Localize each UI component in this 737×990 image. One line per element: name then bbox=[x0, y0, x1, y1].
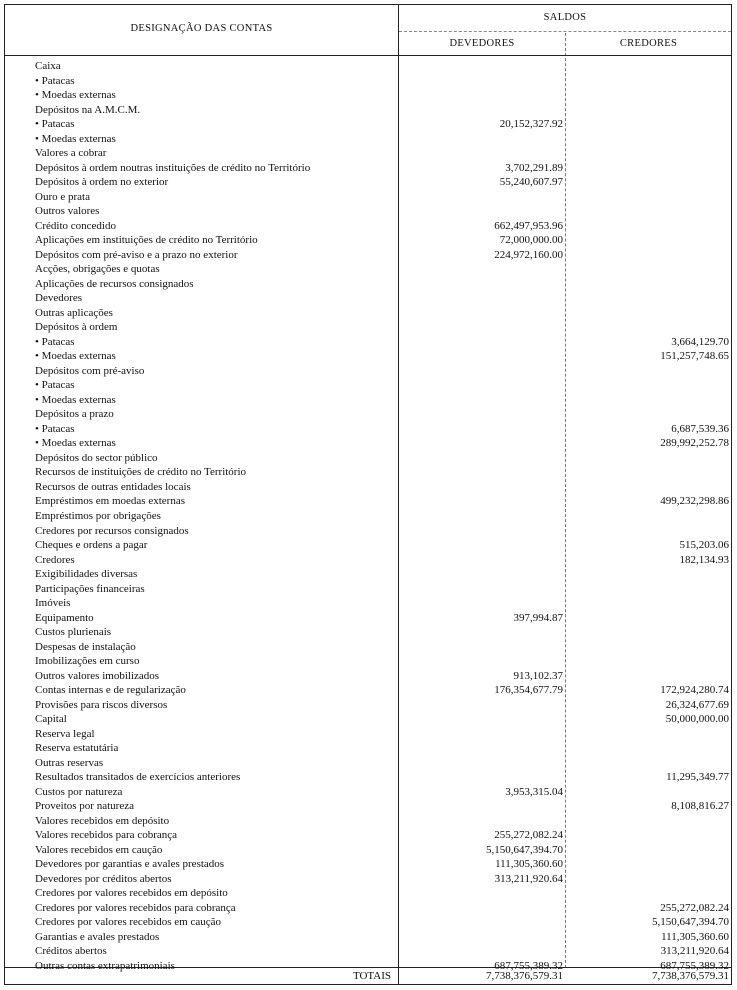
debit-value: 3,702,291.89 bbox=[505, 161, 563, 174]
credit-value: 50,000,000.00 bbox=[665, 713, 729, 726]
totals-row bbox=[5, 968, 731, 985]
table-row bbox=[5, 393, 731, 408]
account-label: Valores recebidos em caução bbox=[35, 843, 163, 856]
table-row bbox=[5, 886, 731, 901]
account-label: Valores recebidos para cobrança bbox=[35, 829, 178, 842]
account-label: Outras contas extrapatrimoniais bbox=[35, 959, 175, 972]
account-label: • Moedas externas bbox=[35, 393, 116, 406]
account-label: Credores por recursos consignados bbox=[35, 524, 189, 537]
header-designation: DESIGNAÇÃO DAS CONTAS bbox=[130, 23, 273, 34]
totals-label: TOTAIS bbox=[352, 970, 391, 982]
account-label: Cheques e ordens a pagar bbox=[35, 539, 148, 552]
account-label: • Moedas externas bbox=[35, 89, 116, 102]
debit-value: 55,240,607.97 bbox=[499, 176, 563, 189]
table-row bbox=[5, 538, 731, 553]
debit-value: 255,272,082.24 bbox=[494, 829, 563, 842]
account-label: Aplicações em instituições de crédito no Território bbox=[35, 234, 258, 247]
header-devedores: DEVEDORES bbox=[449, 38, 515, 49]
credit-value: 5,150,647,394.70 bbox=[652, 916, 729, 929]
debit-value: 72,000,000.00 bbox=[499, 234, 563, 247]
account-label: Garantias e avales prestados bbox=[35, 930, 160, 943]
credit-value: 111,305,360.60 bbox=[661, 930, 729, 943]
credit-value: 313,211,920.64 bbox=[660, 945, 729, 958]
table-row bbox=[5, 190, 731, 205]
table-row bbox=[5, 669, 731, 684]
table-row bbox=[5, 204, 731, 219]
table-row bbox=[5, 233, 731, 248]
table-row bbox=[5, 785, 731, 800]
table-row bbox=[5, 915, 731, 930]
account-label: Depósitos à ordem bbox=[35, 321, 118, 334]
table-row bbox=[5, 901, 731, 916]
account-label: Resultados transitados de exercícios anteriores bbox=[35, 771, 241, 784]
account-label: Outras reservas bbox=[35, 756, 104, 769]
account-label: • Patacas bbox=[35, 74, 75, 87]
table-row bbox=[5, 756, 731, 771]
account-label: • Patacas bbox=[35, 379, 75, 392]
account-label: Depósitos com pré-aviso bbox=[35, 364, 145, 377]
table-row bbox=[5, 306, 731, 321]
account-label: Depósitos com pré-aviso e a prazo no exterior bbox=[35, 248, 238, 261]
account-label: Valores a cobrar bbox=[35, 147, 107, 160]
debit-value: 397,994.87 bbox=[513, 611, 563, 624]
account-label: Recursos de outras entidades locais bbox=[35, 480, 191, 493]
totals-credit: 7,738,376,579.31 bbox=[652, 970, 729, 982]
table-row bbox=[5, 553, 731, 568]
credit-value: 515,203.06 bbox=[679, 539, 729, 552]
table-row bbox=[5, 59, 731, 74]
account-label: Empréstimos em moedas externas bbox=[35, 495, 185, 508]
debit-value: 662,497,953.96 bbox=[494, 219, 563, 232]
account-label: Reserva legal bbox=[35, 727, 95, 740]
account-label: Custos plurienais bbox=[35, 626, 112, 639]
account-label: • Patacas bbox=[35, 422, 75, 435]
credit-value: 289,992,252.78 bbox=[660, 437, 729, 450]
table-row bbox=[5, 494, 731, 509]
header-saldos: SALDOS bbox=[543, 12, 587, 23]
table-row bbox=[5, 422, 731, 437]
account-label: • Patacas bbox=[35, 335, 75, 348]
table-row bbox=[5, 712, 731, 727]
table-row bbox=[5, 451, 731, 466]
debit-value: 913,102.37 bbox=[513, 669, 563, 682]
table-row bbox=[5, 582, 731, 597]
table-row bbox=[5, 88, 731, 103]
credit-value: 6,687,539.36 bbox=[671, 422, 729, 435]
account-label: Credores por valores recebidos para cobrança bbox=[35, 901, 236, 914]
table-row bbox=[5, 103, 731, 118]
table-row bbox=[5, 378, 731, 393]
table-row bbox=[5, 828, 731, 843]
table-row bbox=[5, 436, 731, 451]
account-label: Capital bbox=[35, 713, 67, 726]
account-label: Credores bbox=[35, 553, 75, 566]
credit-value: 8,108,816.27 bbox=[671, 800, 729, 813]
account-label: Proveitos por natureza bbox=[35, 800, 134, 813]
table-row bbox=[5, 364, 731, 379]
account-label: Credores por valores recebidos em depósito bbox=[35, 887, 228, 900]
credit-value: 172,924,280.74 bbox=[660, 684, 729, 697]
table-row bbox=[5, 524, 731, 539]
header-credores: CREDORES bbox=[619, 38, 678, 49]
debit-value: 3,953,315.04 bbox=[505, 785, 563, 798]
table-row bbox=[5, 74, 731, 89]
account-label: • Moedas externas bbox=[35, 132, 116, 145]
credit-value: 687,755,389.32 bbox=[660, 959, 729, 972]
table-row bbox=[5, 654, 731, 669]
saldos-underline bbox=[399, 31, 731, 32]
table-row bbox=[5, 814, 731, 829]
account-label: Participações financeiras bbox=[35, 582, 145, 595]
debit-value: 687,755,389.32 bbox=[494, 959, 563, 972]
table-row bbox=[5, 872, 731, 887]
table-row bbox=[5, 930, 731, 945]
account-rows bbox=[5, 59, 731, 973]
account-label: Credores por valores recebidos em caução bbox=[35, 916, 222, 929]
table-row bbox=[5, 161, 731, 176]
debit-value: 5,150,647,394.70 bbox=[486, 843, 563, 856]
account-label: Créditos abertos bbox=[35, 945, 107, 958]
table-row bbox=[5, 611, 731, 626]
account-label: Imóveis bbox=[35, 597, 71, 610]
account-label: Caixa bbox=[35, 60, 61, 72]
account-label: Depósitos à ordem no exterior bbox=[35, 176, 169, 189]
credit-value: 26,324,677.69 bbox=[665, 698, 729, 711]
debit-value: 224,972,160.00 bbox=[494, 248, 563, 261]
credit-value: 182,134.93 bbox=[679, 553, 729, 566]
account-label: Devedores por créditos abertos bbox=[35, 872, 172, 885]
account-label: Empréstimos por obrigações bbox=[35, 509, 161, 522]
table-row bbox=[5, 596, 731, 611]
table-row bbox=[5, 509, 731, 524]
balance-table bbox=[4, 4, 732, 985]
debit-value: 111,305,360.60 bbox=[495, 858, 563, 871]
account-label: Exigibilidades diversas bbox=[35, 568, 138, 581]
table-row bbox=[5, 291, 731, 306]
account-label: Reserva estatutária bbox=[35, 742, 119, 755]
credit-value: 499,232,298.86 bbox=[660, 495, 729, 508]
table-row bbox=[5, 480, 731, 495]
account-label: Acções, obrigações e quotas bbox=[35, 263, 160, 276]
credit-value: 11,295,349.77 bbox=[666, 771, 729, 784]
account-label: Outras aplicações bbox=[35, 306, 113, 319]
table-row bbox=[5, 727, 731, 742]
table-row bbox=[5, 175, 731, 190]
account-label: Valores recebidos em depósito bbox=[35, 814, 170, 827]
credit-value: 3,664,129.70 bbox=[671, 335, 729, 348]
table-row bbox=[5, 320, 731, 335]
account-label: Ouro e prata bbox=[35, 190, 90, 203]
table-row bbox=[5, 567, 731, 582]
table-row bbox=[5, 146, 731, 161]
account-label: Depósitos a prazo bbox=[35, 408, 114, 421]
table-row bbox=[5, 335, 731, 350]
table-row bbox=[5, 857, 731, 872]
table-row bbox=[5, 465, 731, 480]
account-label: Contas internas e de regularização bbox=[35, 684, 186, 697]
table-row bbox=[5, 117, 731, 132]
account-label: Aplicações de recursos consignados bbox=[35, 277, 194, 290]
totals-debit: 7,738,376,579.31 bbox=[486, 970, 563, 982]
table-row bbox=[5, 625, 731, 640]
table-row bbox=[5, 944, 731, 959]
table-row bbox=[5, 770, 731, 785]
table-row bbox=[5, 277, 731, 292]
account-label: • Moedas externas bbox=[35, 350, 116, 363]
account-label: Devedores por garantias e avales prestados bbox=[35, 858, 225, 871]
debit-value: 20,152,327.92 bbox=[499, 118, 563, 131]
account-label: • Moedas externas bbox=[35, 437, 116, 450]
table-row bbox=[5, 262, 731, 277]
account-label: Crédito concedido bbox=[35, 219, 116, 232]
account-label: Custos por natureza bbox=[35, 785, 123, 798]
account-label: Depósitos na A.M.C.M. bbox=[35, 103, 141, 116]
account-label: Depósitos à ordem noutras instituições de crédito no Território bbox=[35, 161, 311, 174]
table-row bbox=[5, 407, 731, 422]
account-label: Outros valores imobilizados bbox=[35, 669, 160, 682]
table-row bbox=[5, 843, 731, 858]
table-row bbox=[5, 741, 731, 756]
account-label: • Patacas bbox=[35, 118, 75, 131]
credit-value: 151,257,748.65 bbox=[660, 350, 729, 363]
account-label: Provisões para riscos diversos bbox=[35, 698, 168, 711]
table-row bbox=[5, 349, 731, 364]
table-row bbox=[5, 640, 731, 655]
account-label: Devedores bbox=[35, 292, 83, 305]
account-label: Imobilizações em curso bbox=[35, 655, 140, 668]
credit-value: 255,272,082.24 bbox=[660, 901, 729, 914]
table-row bbox=[5, 683, 731, 698]
debit-value: 313,211,920.64 bbox=[494, 872, 563, 885]
account-label: Equipamento bbox=[35, 611, 94, 624]
table-row bbox=[5, 698, 731, 713]
table-row bbox=[5, 248, 731, 263]
table-row bbox=[5, 799, 731, 814]
table-row bbox=[5, 132, 731, 147]
table-row bbox=[5, 219, 731, 234]
account-label: Despesas de instalação bbox=[35, 640, 136, 653]
account-label: Outros valores bbox=[35, 205, 100, 218]
header-bottom-rule bbox=[5, 55, 731, 56]
account-label: Depósitos do sector público bbox=[35, 451, 158, 464]
account-label: Recursos de instituições de crédito no Território bbox=[35, 466, 247, 479]
debit-value: 176,354,677.79 bbox=[494, 684, 563, 697]
